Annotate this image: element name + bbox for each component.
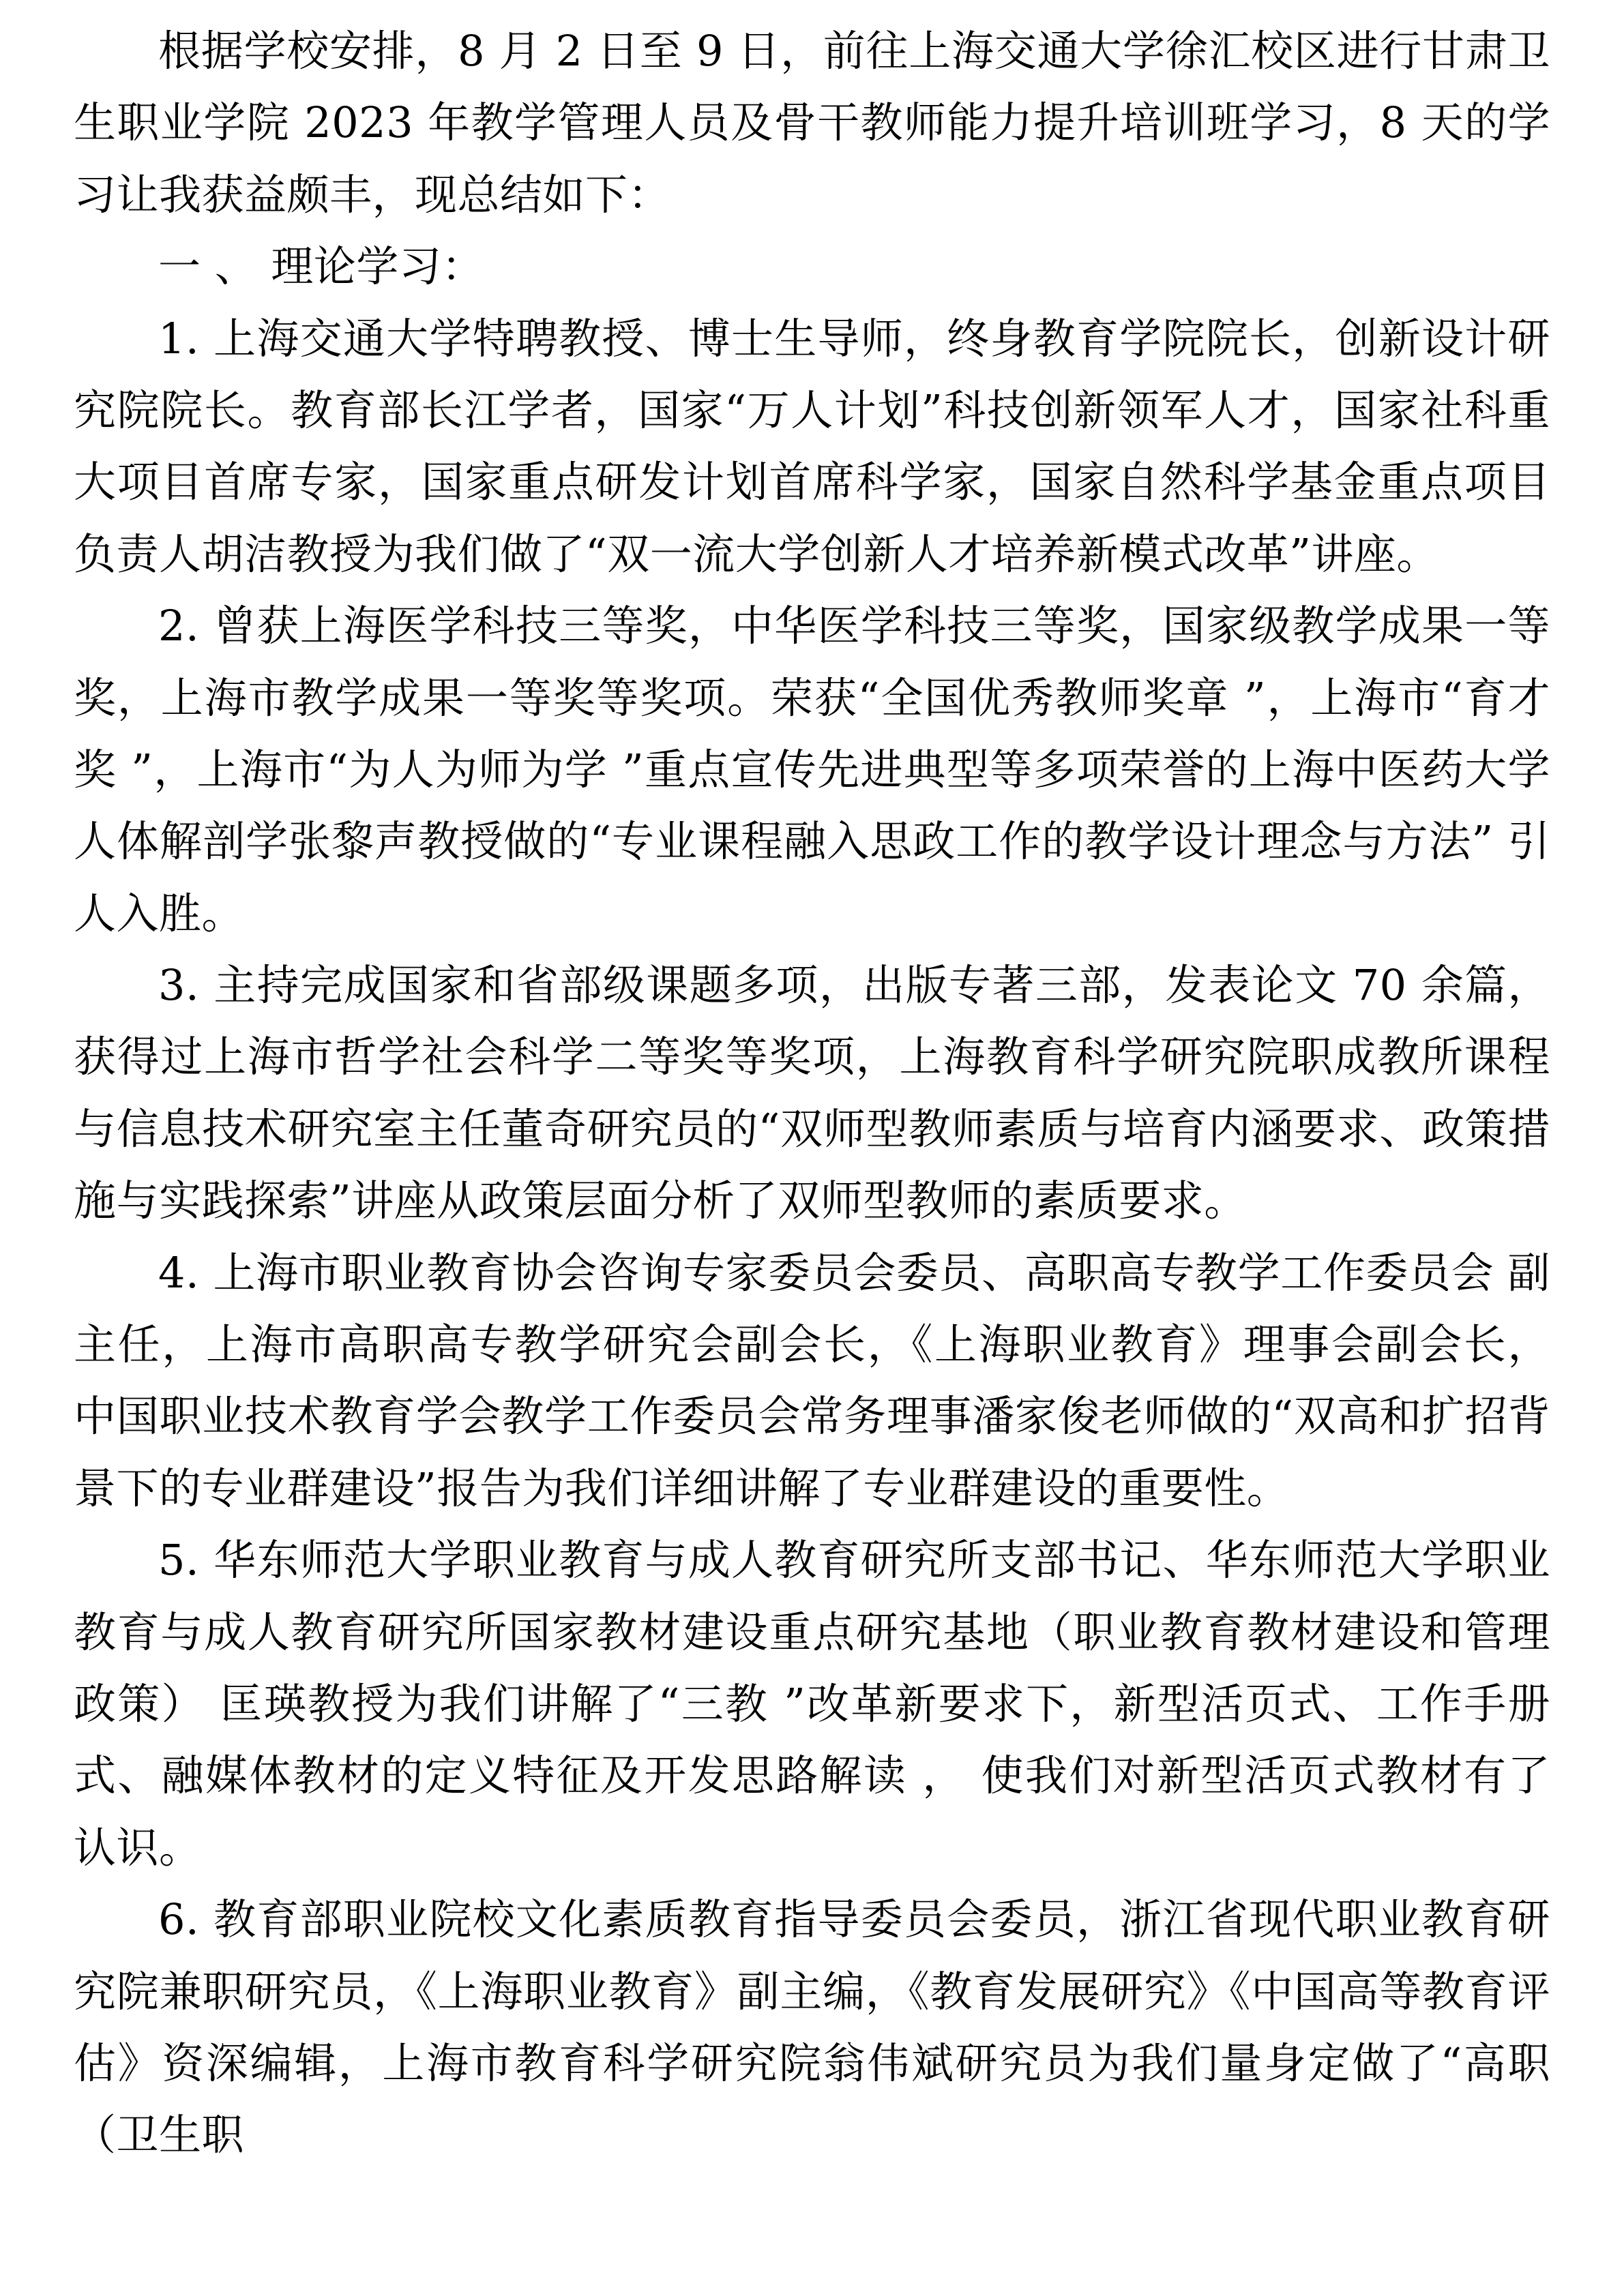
paragraph-item-5: 5. 华东师范大学职业教育与成人教育研究所支部书记、华东师范大学职业教育与成人教育研究所国家教材建设重点研究基地（职业教育教材建设和管理政策） 匡瑛教授为我们讲解了“三教 ”改革新要求下，新型活页式、工作手册式、融媒体教材的定义特征及开发思路解读 ， 使我们对新型活页式教材有了认识。 bbox=[74, 1535, 1550, 1873]
document-body bbox=[74, 15, 1550, 2171]
paragraph-intro: 根据学校安排，8 月 2 日至 9 日，前往上海交通大学徐汇校区进行甘肃卫生职业学院 2023 年教学管理人员及骨干教师能力提升培训班学习，8 天的学习让我获益颇丰，现总结如下： bbox=[74, 26, 1550, 220]
paragraph-item-1: 1. 上海交通大学特聘教授、博士生导师，终身教育学院院长，创新设计研究院院长。教育部长江学者，国家“万人计划”科技创新领军人才，国家社科重大项目首席专家，国家重点研发计划首席科学家，国家自然科学基金重点项目负责人胡洁教授为我们做了“双一流大学创新人才培养新模式改革”讲座。 bbox=[74, 313, 1550, 579]
paragraph-item-2: 2. 曾获上海医学科技三等奖，中华医学科技三等奖，国家级教学成果一等奖，上海市教学成果一等奖等奖项。荣获“全国优秀教师奖章 ”，上海市“育才奖 ”，上海市“为人为师为学 ”重点宣传先进典型等多项荣誉的上海中医药大学人体解剖学张黎声教授做的“专业课程融入思政工作的教学设计理念与方法” 引人入胜。 bbox=[74, 601, 1550, 938]
paragraph-section-heading: 一 、 理论学习： bbox=[158, 241, 484, 292]
paragraph-item-3: 3. 主持完成国家和省部级课题多项，出版专著三部，发表论文 70 余篇，获得过上海市哲学社会科学二等奖等奖项，上海教育科学研究院职成教所课程与信息技术研究室主任董奇研究员的“双师型教师素质与培育内涵要求、政策措施与实践探索”讲座从政策层面分析了双师型教师的素质要求。 bbox=[74, 960, 1550, 1226]
paragraph-item-4: 4. 上海市职业教育协会咨询专家委员会委员、高职高专教学工作委员会 副主任，上海市高职高专教学研究会副会长，《上海职业教育》理事会副会长， 中国职业技术教育学会教学工作委员会常务理事潘家俊老师做的“双高和扩招背景下的专业群建设”报告为我们详细讲解了专业群建设的重要性。 bbox=[74, 1247, 1550, 1513]
paragraph-item-6: 6. 教育部职业院校文化素质教育指导委员会委员，浙江省现代职业教育研究院兼职研究员，《上海职业教育》副主编，《教育发展研究》《中国高等教育评估》资深编辑，上海市教育科学研究院翁伟斌研究员为我们量身定做了“高职（卫生职 bbox=[74, 1894, 1550, 2160]
